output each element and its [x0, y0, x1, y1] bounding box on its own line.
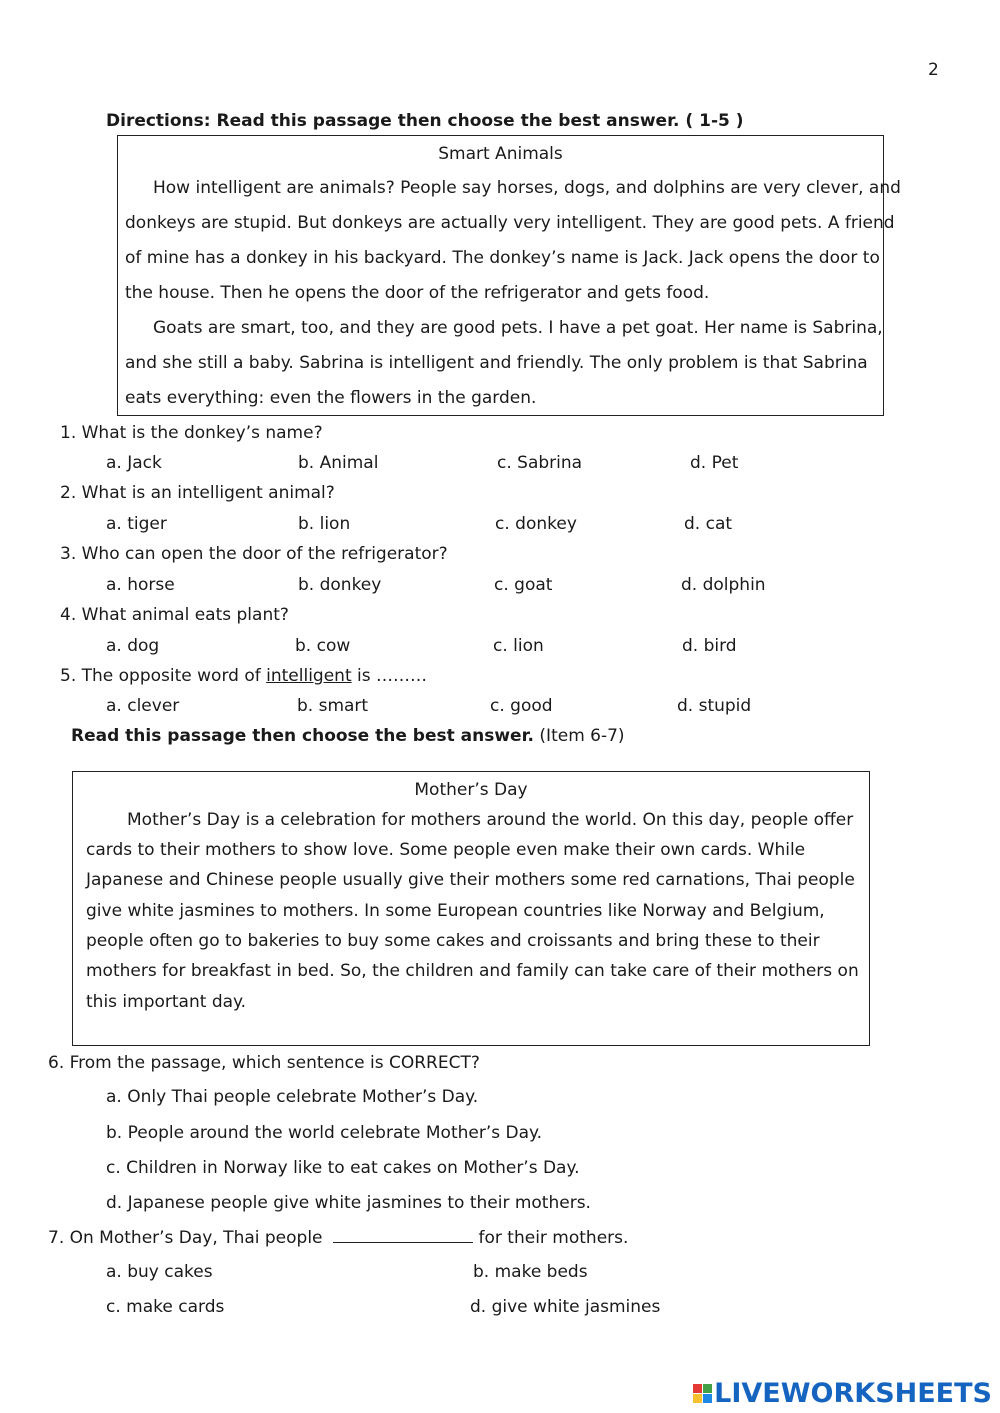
question-5	[60, 666, 427, 686]
section2-directions-range: (Item 6-7)	[534, 726, 625, 746]
q3-option-c[interactable]: c. goat	[494, 575, 553, 595]
smart-animals-passage-box	[117, 135, 901, 416]
q7-option-b[interactable]: b. make beds	[473, 1262, 588, 1282]
q6-option-c[interactable]: c. Children in Norway like to eat cakes on Mother’s Day.	[106, 1158, 580, 1178]
q2-option-a[interactable]: a. tiger	[106, 514, 167, 534]
q6-option-b[interactable]: b. People around the world celebrate Mother’s Day.	[106, 1123, 543, 1143]
q1-option-c[interactable]: c. Sabrina	[497, 453, 583, 473]
q4-option-a[interactable]: a. dog	[106, 636, 160, 656]
passage-line: eats everything: even the flowers in the garden.	[125, 388, 537, 408]
passage-title: Mother’s Day	[414, 780, 528, 800]
mothers-day-passage-box	[72, 771, 870, 1046]
passage-line: Japanese and Chinese people usually give their mothers some red carnations, Thai people	[86, 870, 855, 890]
q4-option-d[interactable]: d. bird	[682, 636, 737, 656]
logo-square	[703, 1394, 712, 1403]
passage-line: mothers for breakfast in bed. So, the children and family can take care of their mothers on	[86, 961, 859, 981]
q7-option-c[interactable]: c. make cards	[106, 1297, 225, 1317]
q3-option-d[interactable]: d. dolphin	[681, 575, 766, 595]
page-number: 2	[928, 60, 939, 80]
liveworksheets-logo-icon	[693, 1384, 712, 1403]
logo-square	[693, 1394, 702, 1403]
q2-option-b[interactable]: b. lion	[298, 514, 351, 534]
q3-option-b[interactable]: b. donkey	[298, 575, 382, 595]
q6-option-a[interactable]: a. Only Thai people celebrate Mother’s Day.	[106, 1087, 479, 1107]
q7-blank[interactable]	[333, 1228, 473, 1243]
q7-option-d[interactable]: d. give white jasmines	[470, 1297, 661, 1317]
logo-square	[703, 1384, 712, 1393]
q4-option-c[interactable]: c. lion	[493, 636, 544, 656]
q2-option-c[interactable]: c. donkey	[495, 514, 577, 534]
question-3: 3. Who can open the door of the refrigerator?	[60, 544, 448, 564]
q5-option-b[interactable]: b. smart	[297, 696, 369, 716]
passage-line: cards to their mothers to show love. Some people even make their own cards. While	[86, 840, 806, 860]
section2-directions-bold: Read this passage then choose the best answer.	[71, 726, 535, 746]
passage-line: Mother’s Day is a celebration for mothers around the world. On this day, people offer	[127, 810, 854, 830]
passage-line: Goats are smart, too, and they are good pets. I have a pet goat. Her name is Sabrina,	[153, 318, 883, 338]
liveworksheets-brand	[693, 1378, 992, 1409]
q3-option-a[interactable]: a. horse	[106, 575, 175, 595]
q1-option-d[interactable]: d. Pet	[690, 453, 739, 473]
passage-line: donkeys are stupid. But donkeys are actually very intelligent. They are good pets. A friend	[125, 213, 895, 233]
q5-option-c[interactable]: c. good	[490, 696, 553, 716]
q5-underlined-word: intelligent	[266, 666, 352, 686]
q5-prefix: 5. The opposite word of	[60, 666, 267, 686]
passage-line: How intelligent are animals? People say horses, dogs, and dolphins are very clever, and	[153, 178, 901, 198]
q4-option-b[interactable]: b. cow	[295, 636, 351, 656]
passage-line: give white jasmines to mothers. In some European countries like Norway and Belgium,	[86, 901, 825, 921]
q6-option-d[interactable]: d. Japanese people give white jasmines to their mothers.	[106, 1193, 591, 1213]
q5-option-a[interactable]: a. clever	[106, 696, 180, 716]
passage-line: the house. Then he opens the door of the refrigerator and gets food.	[125, 283, 710, 303]
logo-square	[693, 1384, 702, 1393]
q7-suffix: for their mothers.	[478, 1228, 629, 1248]
q1-option-a[interactable]: a. Jack	[106, 453, 162, 473]
q5-suffix: is ………	[351, 666, 427, 686]
q5-option-d[interactable]: d. stupid	[677, 696, 752, 716]
q2-option-d[interactable]: d. cat	[684, 514, 733, 534]
question-1: 1. What is the donkey’s name?	[60, 423, 323, 443]
question-7	[48, 1228, 628, 1248]
question-4: 4. What animal eats plant?	[60, 605, 289, 625]
q1-option-b[interactable]: b. Animal	[298, 453, 379, 473]
section2-directions	[71, 726, 625, 746]
q7-option-a[interactable]: a. buy cakes	[106, 1262, 213, 1282]
question-2: 2. What is an intelligent animal?	[60, 483, 335, 503]
q7-prefix: 7. On Mother’s Day, Thai people	[48, 1228, 323, 1248]
liveworksheets-wordmark: LIVEWORKSHEETS	[714, 1378, 992, 1409]
question-6: 6. From the passage, which sentence is CORRECT?	[48, 1053, 480, 1073]
passage-title: Smart Animals	[438, 144, 563, 164]
passage-line: people often go to bakeries to buy some cakes and croissants and bring these to their	[86, 931, 820, 951]
passage-line: and she still a baby. Sabrina is intelligent and friendly. The only problem is that Sabrina	[125, 353, 868, 373]
section1-directions: Directions: Read this passage then choose the best answer. ( 1-5 )	[106, 111, 744, 131]
passage-line: of mine has a donkey in his backyard. The donkey’s name is Jack. Jack opens the door to	[125, 248, 880, 268]
passage-line: this important day.	[86, 992, 247, 1012]
